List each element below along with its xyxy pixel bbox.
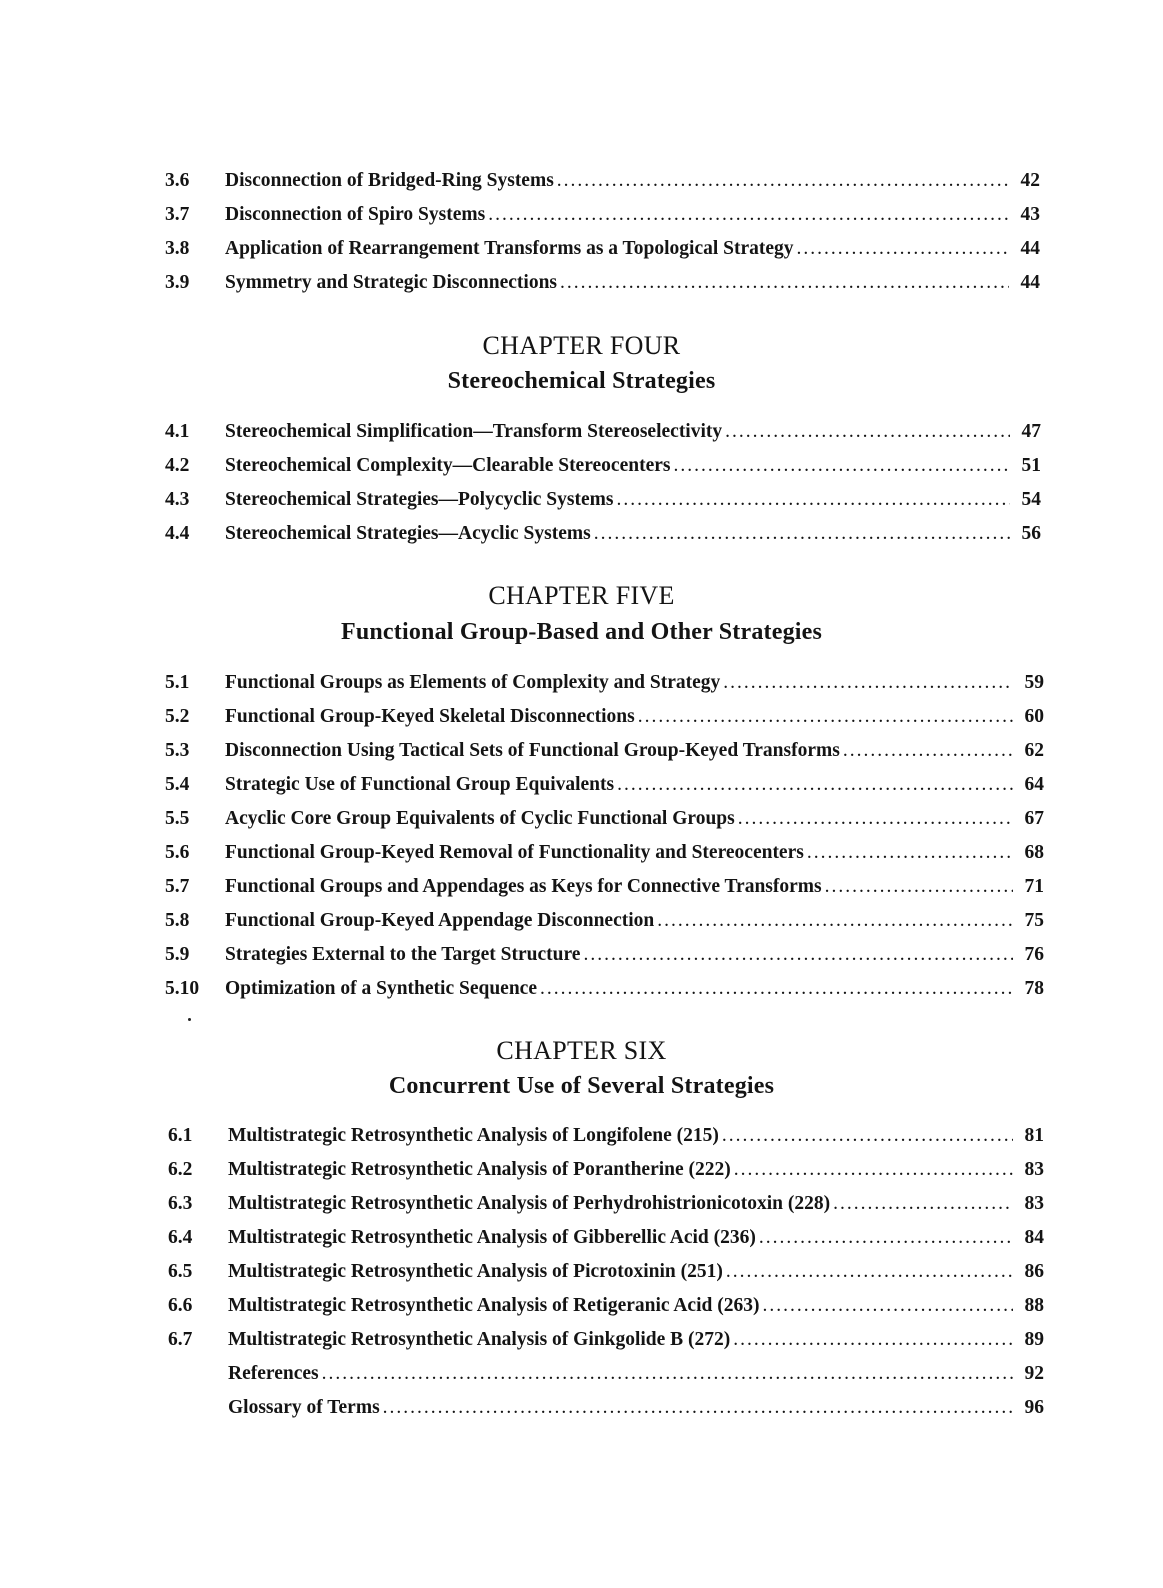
toc-entry [165, 740, 1044, 774]
toc-entry [165, 489, 1041, 523]
toc-entry [165, 944, 1044, 978]
entry-title: Application of Rearrangement Transforms as a Topological Strategy [225, 238, 794, 259]
entry-title: Optimization of a Synthetic Sequence [225, 978, 537, 999]
dot-leader [726, 1261, 1013, 1283]
toc-entry [168, 1329, 1044, 1363]
entry-number: 6.3 [168, 1193, 193, 1214]
dot-leader [807, 842, 1013, 864]
entry-title: Functional Group-Keyed Removal of Functionality and Stereocenters [225, 842, 804, 863]
entry-number: 6.1 [168, 1125, 193, 1146]
entry-title: Acyclic Core Group Equivalents of Cyclic Functional Groups [225, 808, 735, 829]
toc-entry [165, 774, 1044, 808]
entry-number: 4.2 [165, 455, 190, 476]
dot-leader [616, 489, 1010, 511]
entry-number: 5.3 [165, 740, 190, 761]
dot-leader [557, 170, 1009, 192]
entry-title: Stereochemical Strategies—Polycyclic Systems [225, 489, 614, 510]
dot-leader [488, 204, 1009, 226]
chapter-five-label: CHAPTER FIVE [488, 581, 675, 610]
dot-leader [843, 740, 1013, 762]
entry-page: 56 [1021, 523, 1041, 544]
entry-page: 67 [1024, 808, 1044, 829]
dot-leader [322, 1363, 1013, 1385]
entry-title: Functional Groups as Elements of Complexity and Strategy [225, 672, 721, 693]
entry-page: 75 [1024, 910, 1044, 931]
dot-leader [723, 672, 1013, 694]
entry-number: 4.4 [165, 523, 190, 544]
toc-entry [165, 455, 1041, 489]
entry-page: 62 [1024, 740, 1044, 761]
toc-entry [168, 1193, 1044, 1227]
entry-page: 78 [1024, 978, 1044, 999]
entry-number: 3.6 [165, 170, 190, 191]
toc-entry [165, 421, 1041, 455]
stray-mark [188, 1018, 191, 1021]
dot-leader [722, 1125, 1013, 1147]
dot-leader [594, 523, 1010, 545]
toc-entry [165, 672, 1044, 706]
entry-number: 5.6 [165, 842, 190, 863]
dot-leader [583, 944, 1013, 966]
entry-page: 88 [1024, 1295, 1044, 1316]
entry-title: Multistrategic Retrosynthetic Analysis of Gibberellic Acid (236) [228, 1227, 756, 1248]
entry-page: 59 [1024, 672, 1044, 693]
dot-leader [733, 1329, 1013, 1351]
entry-number: 3.8 [165, 238, 190, 259]
entry-page: 68 [1024, 842, 1044, 863]
entry-number: 6.5 [168, 1261, 193, 1282]
toc-entry [168, 1261, 1044, 1295]
entry-title: Multistrategic Retrosynthetic Analysis of Picrotoxinin (251) [228, 1261, 723, 1282]
chapter-four-title: Stereochemical Strategies [447, 368, 716, 394]
entry-title: Functional Group-Keyed Skeletal Disconnections [225, 706, 635, 727]
entry-page: 71 [1024, 876, 1044, 897]
dot-leader [657, 910, 1013, 932]
entry-page: 76 [1024, 944, 1044, 965]
entry-number: 6.7 [168, 1329, 193, 1350]
chapter-six-title: Concurrent Use of Several Strategies [388, 1073, 775, 1099]
entry-page: 92 [1024, 1363, 1044, 1384]
toc-entry [165, 238, 1040, 272]
entry-title: Stereochemical Simplification—Transform Stereoselectivity [225, 421, 723, 442]
entry-title: Disconnection Using Tactical Sets of Functional Group-Keyed Transforms [225, 740, 840, 761]
toc-entry [165, 842, 1044, 876]
toc-entry [165, 170, 1040, 204]
dot-leader [673, 455, 1010, 477]
entry-title: Multistrategic Retrosynthetic Analysis of Longifolene (215) [228, 1125, 719, 1146]
entry-title: Strategies External to the Target Structure [225, 944, 581, 965]
entry-title: References [228, 1363, 319, 1384]
entry-title: Strategic Use of Functional Group Equivalents [225, 774, 615, 795]
entry-number: 5.9 [165, 944, 190, 965]
entry-page: 81 [1024, 1125, 1044, 1146]
entry-page: 54 [1021, 489, 1041, 510]
toc-entry [165, 876, 1044, 910]
toc-entry-references [168, 1363, 1044, 1397]
entry-title: Glossary of Terms [228, 1397, 380, 1418]
entry-title: Multistrategic Retrosynthetic Analysis of Retigeranic Acid (263) [228, 1295, 760, 1316]
entry-number: 6.4 [168, 1227, 193, 1248]
dot-leader [540, 978, 1013, 1000]
entry-number: 3.7 [165, 204, 190, 225]
chapter-five-title: Functional Group-Based and Other Strategies [340, 619, 823, 645]
dot-leader [762, 1295, 1013, 1317]
entry-title: Disconnection of Bridged-Ring Systems [225, 170, 554, 191]
entry-number: 5.4 [165, 774, 190, 795]
dot-leader [560, 272, 1009, 294]
dot-leader [617, 774, 1013, 796]
entry-number: 4.3 [165, 489, 190, 510]
entry-title: Functional Groups and Appendages as Keys for Connective Transforms [225, 876, 822, 897]
toc-entry [165, 978, 1044, 1012]
entry-page: 83 [1024, 1193, 1044, 1214]
entry-title: Functional Group-Keyed Appendage Disconnection [225, 910, 655, 931]
entry-title: Disconnection of Spiro Systems [225, 204, 486, 225]
dot-leader [383, 1397, 1013, 1419]
entry-page: 43 [1020, 204, 1040, 225]
entry-page: 89 [1024, 1329, 1044, 1350]
entry-page: 83 [1024, 1159, 1044, 1180]
entry-page: 60 [1024, 706, 1044, 727]
chapter-six-label: CHAPTER SIX [496, 1036, 667, 1065]
entry-number: 5.2 [165, 706, 190, 727]
entry-number: 3.9 [165, 272, 190, 293]
entry-page: 96 [1024, 1397, 1044, 1418]
toc-entry [168, 1159, 1044, 1193]
entry-number: 5.1 [165, 672, 190, 693]
entry-number: 5.8 [165, 910, 190, 931]
entry-title: Multistrategic Retrosynthetic Analysis of Ginkgolide B (272) [228, 1329, 731, 1350]
entry-page: 84 [1024, 1227, 1044, 1248]
dot-leader [638, 706, 1013, 728]
entry-number: 6.6 [168, 1295, 193, 1316]
entry-title: Stereochemical Strategies—Acyclic Systems [225, 523, 591, 544]
toc-entry [165, 910, 1044, 944]
entry-title: Multistrategic Retrosynthetic Analysis of Perhydrohistrionicotoxin (228) [228, 1193, 831, 1214]
toc-entry [168, 1227, 1044, 1261]
entry-number: 5.7 [165, 876, 190, 897]
toc-entry [165, 808, 1044, 842]
entry-page: 86 [1024, 1261, 1044, 1282]
entry-page: 42 [1020, 170, 1040, 191]
entry-number: 6.2 [168, 1159, 193, 1180]
toc-entry [165, 204, 1040, 238]
dot-leader [738, 808, 1013, 830]
entry-page: 44 [1020, 272, 1040, 293]
entry-number: 4.1 [165, 421, 190, 442]
dot-leader [797, 238, 1009, 260]
entry-number: 5.10 [165, 978, 200, 999]
entry-title: Stereochemical Complexity—Clearable Stereocenters [225, 455, 671, 476]
toc-entry [168, 1295, 1044, 1329]
toc-entry [165, 272, 1040, 306]
entry-page: 44 [1020, 238, 1040, 259]
dot-leader [734, 1159, 1013, 1181]
toc-entry [168, 1125, 1044, 1159]
entry-number: 5.5 [165, 808, 190, 829]
toc-entry [165, 523, 1041, 557]
toc-entry [165, 706, 1044, 740]
entry-title: Symmetry and Strategic Disconnections [225, 272, 558, 293]
dot-leader [759, 1227, 1013, 1249]
entry-title: Multistrategic Retrosynthetic Analysis of Porantherine (222) [228, 1159, 731, 1180]
dot-leader [725, 421, 1010, 443]
entry-page: 64 [1024, 774, 1044, 795]
chapter-four-label: CHAPTER FOUR [482, 331, 681, 360]
toc-entry-glossary [168, 1397, 1044, 1431]
dot-leader [833, 1193, 1013, 1215]
entry-page: 51 [1021, 455, 1041, 476]
dot-leader [825, 876, 1013, 898]
entry-page: 47 [1021, 421, 1041, 442]
